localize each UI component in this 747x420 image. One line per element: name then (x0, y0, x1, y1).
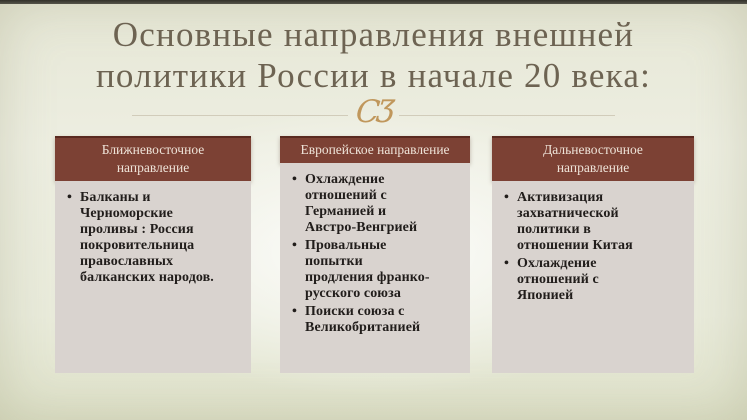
divider-line-right (399, 115, 615, 116)
bullet-item: • Активизация захватнической политики в отношении Китая (504, 190, 647, 254)
bullet-item: • Балканы и Черноморские проливы : Россия покровительница православных балканских народов. (67, 190, 215, 286)
bullet-item: • Поиски союза с Великобританией (292, 304, 433, 336)
title-line-2: политики России в начале 20 века: (96, 56, 651, 95)
bullet-item: • Охлаждение отношений с Германией и Австро-Венгрией (292, 172, 433, 236)
column-far-east (492, 136, 694, 373)
bullet-item: • Охлаждение отношений с Японией (504, 256, 647, 304)
title-divider (0, 93, 747, 134)
calligraphic-ornament-icon: CƷ (354, 93, 394, 130)
letterbox-top-strip (0, 0, 747, 4)
divider-line-left (132, 115, 348, 116)
column-european-body (280, 163, 470, 373)
column-european-header: Европейское направление (280, 136, 470, 163)
slide-title (0, 14, 747, 96)
column-far-east-body (492, 181, 694, 373)
column-near-east (55, 136, 251, 373)
title-line-1: Основные направления внешней (112, 15, 635, 54)
bullet-item: • Провальные попытки продления франко-русского союза (292, 238, 433, 302)
direction-columns (55, 136, 694, 373)
column-european (280, 136, 470, 373)
column-near-east-body (55, 181, 251, 373)
column-near-east-header: Ближневосточное направление (55, 136, 251, 181)
column-far-east-header: Дальневосточное направление (492, 136, 694, 181)
